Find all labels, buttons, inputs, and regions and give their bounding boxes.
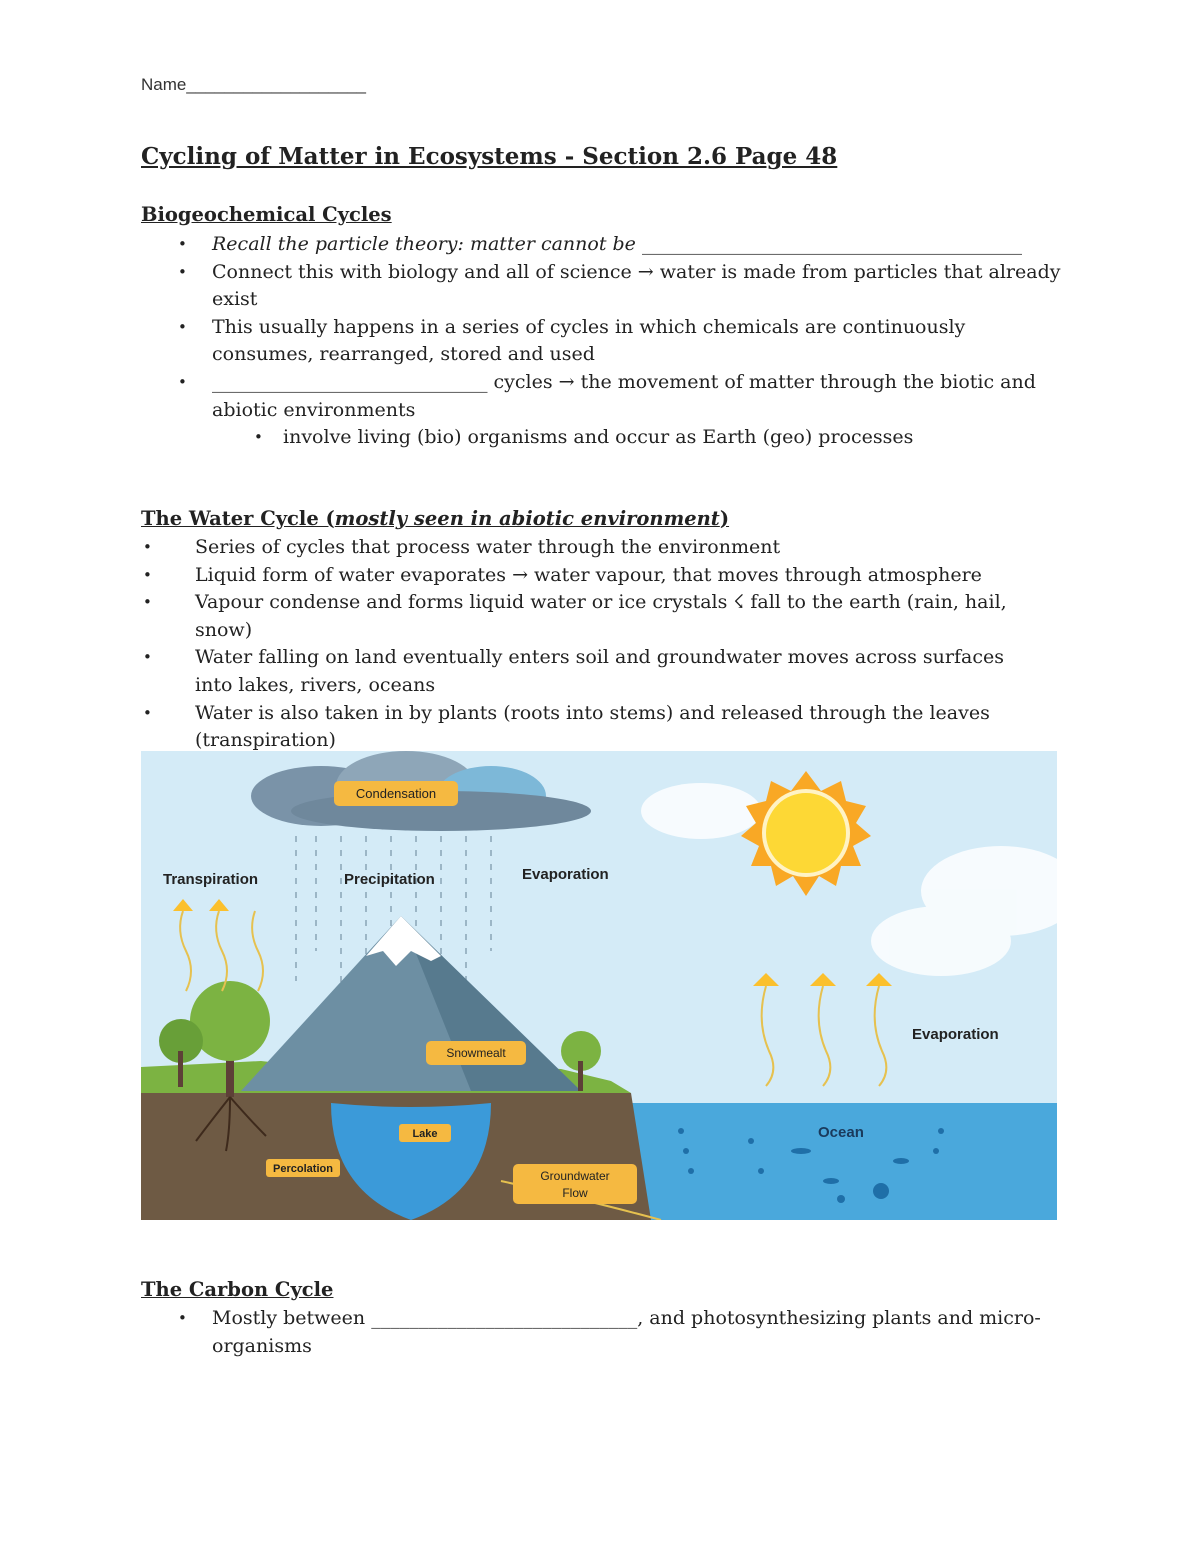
- list-item: • Water falling on land eventually enters soil and groundwater moves across surfaces into lakes, rivers, oceans: [143, 646, 1004, 696]
- bullet-icon: •: [178, 235, 187, 253]
- list-item: • involve living (bio) organisms and occur as Earth (geo) processes: [141, 424, 1061, 452]
- list-item: • Vapour condense and forms liquid water or ice crystals ☇ fall to the earth (rain, hail, snow): [143, 591, 1007, 641]
- ocean-label: Ocean: [818, 1124, 864, 1141]
- list-item: • Connect this with biology and all of science → water is made from particles that already exist: [178, 260, 1061, 311]
- bullet-icon: •: [178, 317, 187, 336]
- list-item: • Series of cycles that process water through the environment: [141, 534, 1041, 562]
- bullet-icon: •: [178, 372, 187, 391]
- list-item: • _____________________________ cycles → the movement of matter through the biotic and abiotic environments: [178, 370, 1036, 421]
- lake-label: Lake: [412, 1128, 438, 1140]
- carbon-cycle-heading: The Carbon Cycle: [141, 1278, 334, 1301]
- bullet-icon: •: [143, 593, 152, 612]
- snowmelt-label: Snowmealt: [446, 1046, 506, 1060]
- groundwater-label-line-2: Flow: [562, 1186, 588, 1200]
- water-cycle-diagram: [141, 751, 1057, 1220]
- list-item: • Water is also taken in by plants (roots into stems) and released through the leaves (transpiration): [143, 701, 990, 752]
- precipitation-label: Precipitation: [344, 871, 435, 888]
- list-item: • This usually happens in a series of cycles in which chemicals are continuously consumes, rearranged, stored and used: [178, 315, 966, 366]
- name-field-label: Name___________________: [141, 75, 366, 94]
- groundwater-label-line-1: Groundwater: [540, 1169, 610, 1183]
- water-cycle-list: [141, 534, 1041, 755]
- carbon-cycle-list: [141, 1305, 1041, 1360]
- bullet-icon: •: [178, 262, 187, 281]
- list-item: • Liquid form of water evaporates → water vapour, that moves through atmosphere: [141, 562, 1041, 590]
- evaporation-label-top: Evaporation: [522, 866, 609, 883]
- bullet-icon: •: [254, 428, 263, 446]
- biogeochemical-heading: Biogeochemical Cycles: [141, 203, 392, 226]
- percolation-label: Percolation: [273, 1163, 333, 1175]
- bullet-icon: •: [143, 538, 152, 556]
- bullet-icon: •: [178, 1309, 187, 1327]
- water-cycle-heading: The Water Cycle (mostly seen in abiotic environment): [141, 507, 730, 530]
- bullet-icon: •: [143, 565, 152, 584]
- condensation-label: Condensation: [355, 786, 437, 801]
- list-item: • Recall the particle theory: matter cannot be ________________________________________: [141, 231, 1061, 259]
- biogeochemical-sublist: [141, 424, 1061, 452]
- biogeochemical-list: [141, 231, 1061, 424]
- list-item: • Mostly between ____________________________, and photosynthesizing plants and micro-organisms: [178, 1307, 1041, 1357]
- transpiration-label: Transpiration: [163, 871, 259, 888]
- bullet-icon: •: [143, 703, 152, 722]
- bullet-icon: •: [143, 648, 152, 667]
- evaporation-label-right: Evaporation: [912, 1026, 999, 1043]
- page-title: Cycling of Matter in Ecosystems - Section 2.6 Page 48: [141, 143, 838, 170]
